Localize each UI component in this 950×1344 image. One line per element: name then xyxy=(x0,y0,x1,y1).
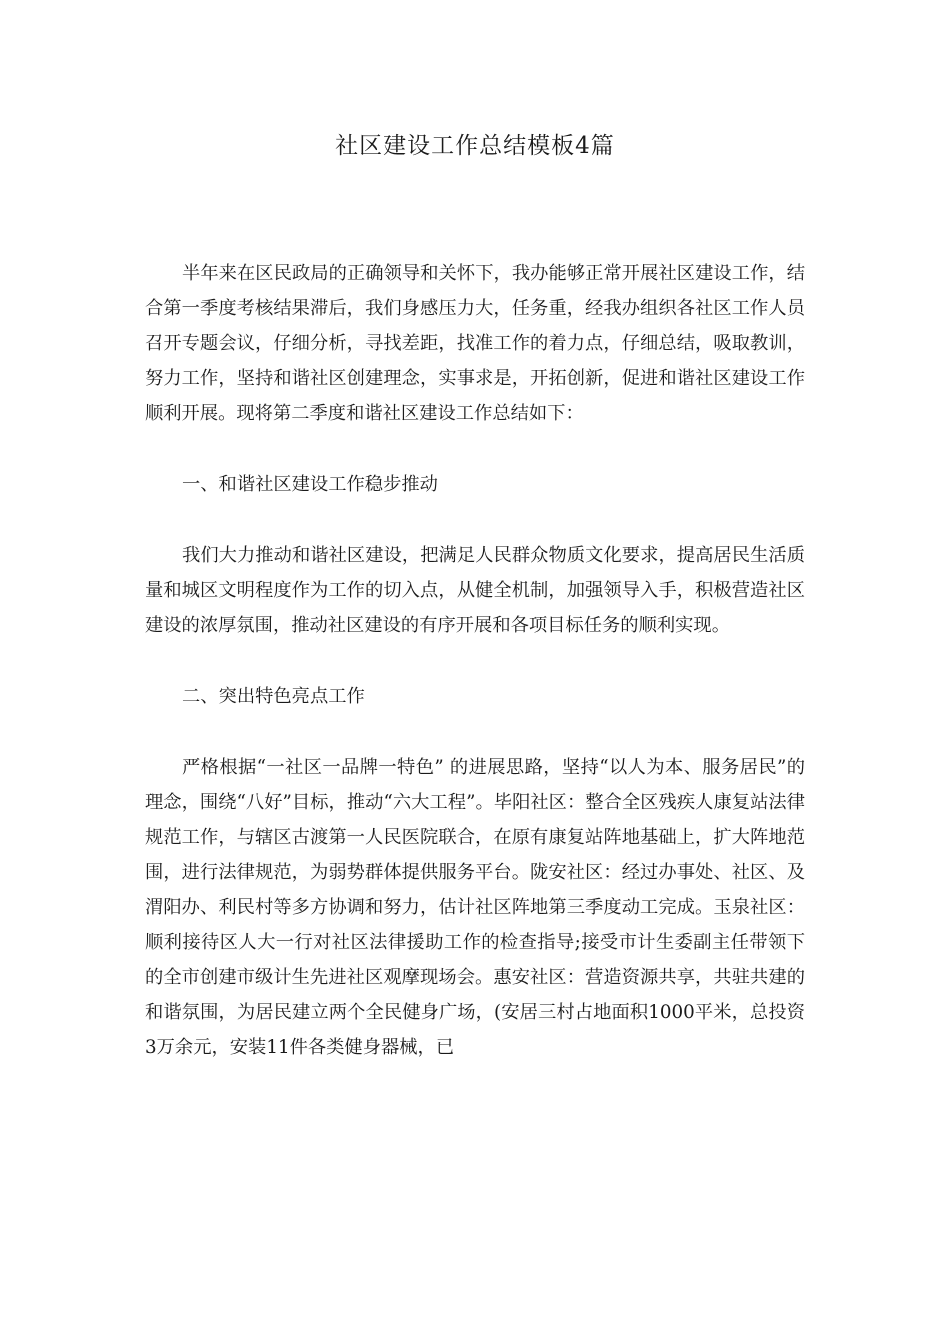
document-title: 社区建设工作总结模板4篇 xyxy=(335,133,615,159)
document-body xyxy=(145,256,805,1065)
section-2-paragraph: 严格根据“一社区一品牌一特色” 的进展思路，坚持“以人为本、服务居民”的理念，围绕“八好”目标，推动“六大工程”。毕阳社区：整合全区残疾人康复站法律规范工作，与辖区古渡第一人民医院联合，在原有康复站阵地基础上，扩大阵地范围，进行法律规范，为弱势群体提供服务平台。陇安社区：经过办事处、社区、及渭阳办、利民村等多方协调和努力，估计社区阵地第三季度动工完成。玉泉社区：顺利接待区人大一行对社区法律援助工作的检查指导;接受市计生委副主任带领下的全市创建市级计生先进社区观摩现场会。惠安社区：营造资源共享，共驻共建的和谐氛围，为居民建立两个全民健身广场，(安居三村占地面积1000平米，总投资3万余元，安装11件各类健身器械，已 xyxy=(145,757,805,1058)
section-heading-2: 二、突出特色亮点工作 xyxy=(182,686,365,707)
intro-paragraph: 半年来在区民政局的正确领导和关怀下，我办能够正常开展社区建设工作，结合第一季度考核结果滞后，我们身感压力大，任务重，经我办组织各社区工作人员召开专题会议，仔细分析，寻找差距，找准工作的着力点，仔细总结，吸取教训，努力工作，坚持和谐社区创建理念，实事求是，开拓创新，促进和谐社区建设工作顺利开展。现将第二季度和谐社区建设工作总结如下： xyxy=(145,263,805,424)
section-1-paragraph: 我们大力推动和谐社区建设，把满足人民群众物质文化要求，提高居民生活质量和城区文明程度作为工作的切入点，从健全机制，加强领导入手，积极营造社区建设的浓厚氛围，推动社区建设的有序开展和各项目标任务的顺利实现。 xyxy=(145,545,805,636)
section-heading-1: 一、和谐社区建设工作稳步推动 xyxy=(182,474,438,495)
